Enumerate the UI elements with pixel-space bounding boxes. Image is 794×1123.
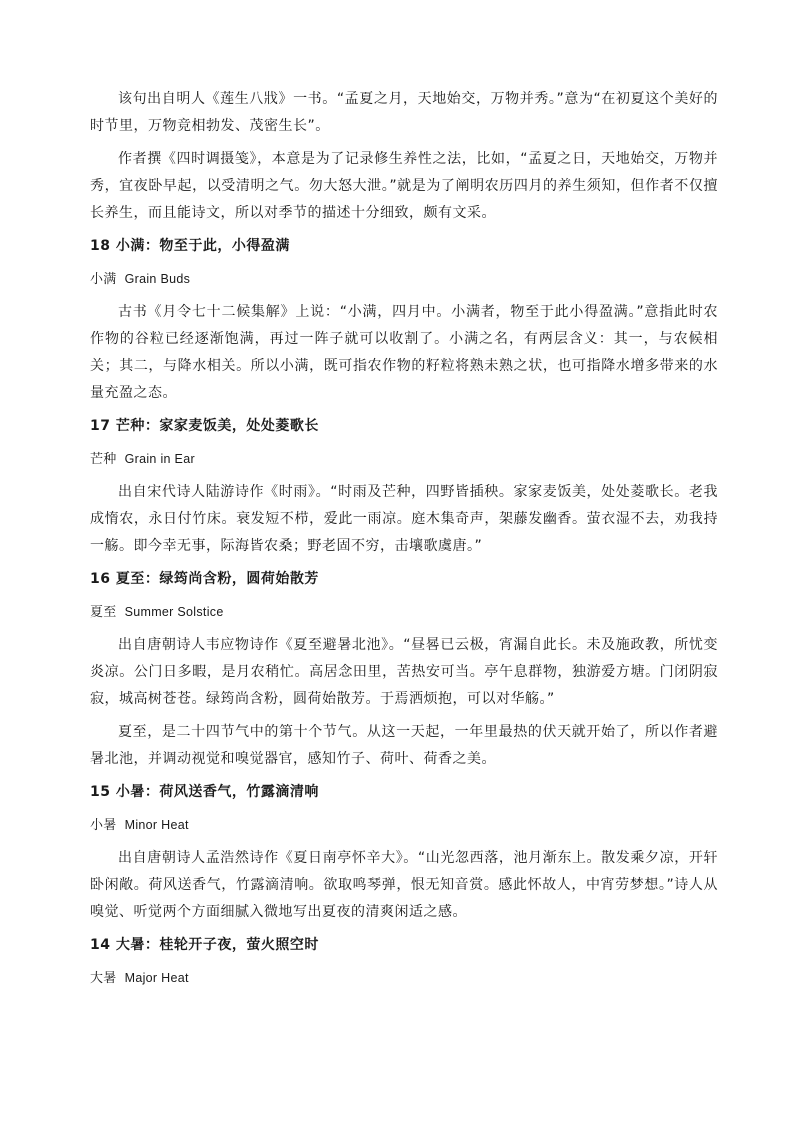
intro-paragraph-2: 作者撰《四时调摄笺》，本意是为了记录修生养性之法，比如，“孟夏之日，天地始交，万物并秀，宜夜卧早起，以受清明之气。勿大怒大泄。”就是为了阐明农历四月的养生须知，但作者不仅擅长养生，而且能诗文，所以对季节的描述十分细致，颇有文采。 — [90, 151, 718, 221]
section-dashu — [90, 932, 718, 992]
term-line — [90, 446, 718, 473]
term-english: Summer Solstice — [124, 605, 224, 619]
term-chinese: 小暑 — [90, 818, 117, 833]
intro-paragraph-1: 该句出自明人《莲生八戕》一书。“孟夏之月，天地始交，万物并秀。”意为“在初夏这个美好的时节里，万物竞相勃发、茂密生长”。 — [90, 91, 718, 134]
term-english: Grain Buds — [124, 272, 191, 286]
section-paragraph: 出自唐朝诗人韦应物诗作《夏至避暑北池》。“昼晷已云极，宵漏自此长。未及施政教，所忧变炎凉。公门日多暇，是月农稍忙。高居念田里，苦热安可当。亭午息群物，独游爱方塘。门闭阴寂寂，城高树苍苍。绿筠尚含粉，圆荷始散芳。于焉洒烦抱，可以对华觞。” — [90, 637, 718, 707]
term-line — [90, 266, 718, 293]
section-heading: 18 小满：物至于此，小得盈满 — [90, 238, 290, 254]
term-line — [90, 965, 718, 992]
section-paragraph: 古书《月令七十二候集解》上说：“小满，四月中。小满者，物至于此小得盈满。”意指此时农作物的谷粒已经逐渐饱满，再过一阵子就可以收割了。小满之名，有两层含义：其一，与农候相关；其二，与降水相关。所以小满，既可指农作物的籽粒将熟未熟之状，也可指降水增多带来的水量充盈之态。 — [90, 304, 718, 401]
section-paragraph: 夏至，是二十四节气中的第十个节气。从这一天起，一年里最热的伏天就开始了，所以作者避暑北池，并调动视觉和嗅觉器官，感知竹子、荷叶、荷香之美。 — [90, 724, 718, 767]
section-heading: 14 大暑：桂轮开子夜，萤火照空时 — [90, 937, 319, 953]
section-paragraph: 出自宋代诗人陆游诗作《时雨》。“时雨及芒种，四野皆插秧。家家麦饭美，处处菱歌长。老我成惰农，永日付竹床。衰发短不栉，爱此一雨凉。庭木集奇声，架藤发幽香。萤衣湿不去，劝我持一觞。即今幸无事，际海皆农桑；野老固不穷，击壤歌虞唐。” — [90, 484, 718, 554]
section-xiaoman — [90, 233, 718, 407]
term-chinese: 芒种 — [90, 452, 117, 467]
term-english: Major Heat — [124, 971, 189, 985]
section-heading: 16 夏至：绿筠尚含粉，圆荷始散芳 — [90, 571, 319, 587]
document-page — [90, 86, 718, 998]
term-english: Grain in Ear — [124, 452, 195, 466]
section-xiazhi — [90, 566, 718, 773]
section-heading: 17 芒种：家家麦饭美，处处菱歌长 — [90, 418, 319, 434]
term-chinese: 大暑 — [90, 971, 117, 986]
section-xiaoshu — [90, 779, 718, 926]
term-chinese: 小满 — [90, 272, 117, 287]
section-mangzhong — [90, 413, 718, 560]
term-english: Minor Heat — [124, 818, 189, 832]
term-line — [90, 812, 718, 839]
section-paragraph: 出自唐朝诗人孟浩然诗作《夏日南亭怀辛大》。“山光忽西落，池月渐东上。散发乘夕凉，开轩卧闲敞。荷风送香气，竹露滴清响。欲取鸣琴弹，恨无知音赏。感此怀故人，中宵劳梦想。”诗人从嗅觉、听觉两个方面细腻入微地写出夏夜的清爽闲适之感。 — [90, 850, 718, 920]
term-line — [90, 599, 718, 626]
term-chinese: 夏至 — [90, 605, 117, 620]
section-heading: 15 小暑：荷风送香气，竹露滴清响 — [90, 784, 319, 800]
